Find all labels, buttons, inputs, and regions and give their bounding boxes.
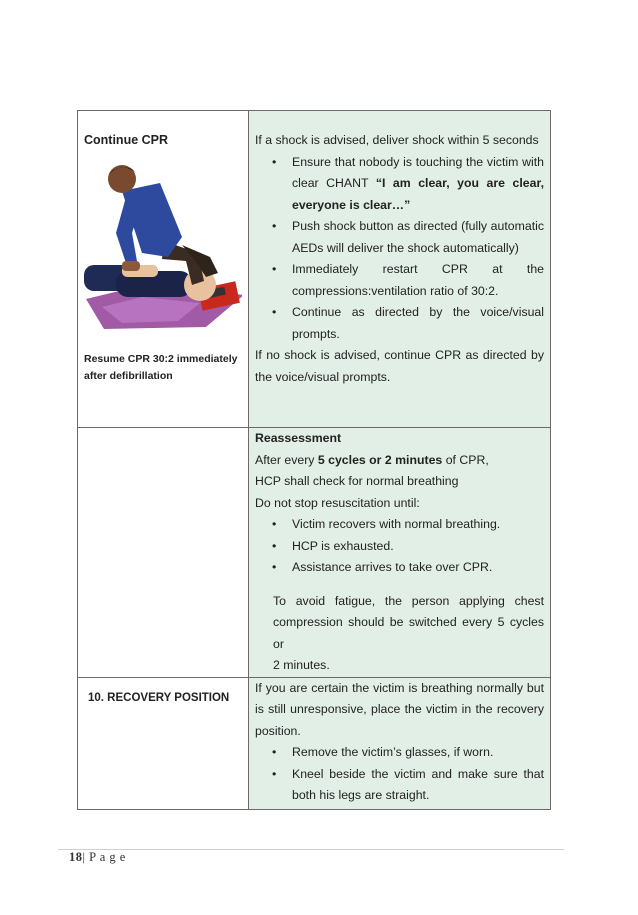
fatigue-note: To avoid fatigue, the person applying chest compression should be switched every 5 cycles or 2 minutes. <box>273 593 544 672</box>
reassessment-instructions: Reassessment After every 5 cycles or 2 minutes of CPR, HCP shall check for normal breathing Do not stop resuscitation until: • Victim recovers with normal breathing. • HCP is exhausted. • Assistance arrives to take over CPR. To avoid fatigue, the person applying chest compression should be switched every 5 cycles or 2 minutes. <box>249 428 550 677</box>
table-row <box>78 677 551 809</box>
page-number: 18 <box>69 850 83 864</box>
photo-rescuer-hands <box>122 261 140 271</box>
reassessment-heading: Reassessment <box>255 431 342 445</box>
page-label: | P a g e <box>82 850 126 864</box>
shock-instructions-cell <box>249 111 551 428</box>
list-item: • Ensure that nobody is touching the victim with clear CHANT “I am clear, you are clear, everyone is clear…” <box>292 152 544 217</box>
recovery-instructions: If you are certain the victim is breathing normally but is still unresponsive, place the victim in the recovery position. • Remove the victim’s glasses, if worn. • Kneel beside the victim and make sure that both his legs are straight. <box>249 678 550 807</box>
recovery-instructions-cell <box>249 677 551 809</box>
list-item: • Push shock button as directed (fully automatic AEDs will deliver the shock automatically) <box>292 216 544 259</box>
list-item: • Victim recovers with normal breathing. <box>292 514 544 536</box>
page-footer <box>69 850 126 865</box>
shock-bullet-list <box>255 152 544 346</box>
cpr-caption: Resume CPR 30:2 immediately after defibrillation <box>84 353 238 382</box>
continue-cpr-cell <box>78 111 249 428</box>
recovery-position-title: 10. RECOVERY POSITION <box>88 691 230 704</box>
shock-intro: If a shock is advised, deliver shock within 5 seconds <box>255 133 539 147</box>
list-item: • HCP is exhausted. <box>292 536 544 558</box>
cpr-photo <box>82 161 242 333</box>
stop-conditions-list <box>255 514 544 579</box>
recovery-bullet-list <box>255 742 544 807</box>
recovery-position-cell <box>78 677 249 809</box>
list-item: • Immediately restart CPR at the compressions:ventilation ratio of 30:2. <box>292 259 544 302</box>
footer-divider <box>58 849 564 850</box>
list-item: • Kneel beside the victim and make sure that both his legs are straight. <box>292 764 544 807</box>
cpr-table <box>77 110 551 810</box>
table-row <box>78 428 551 678</box>
empty-left-cell <box>78 428 249 678</box>
list-item: • Continue as directed by the voice/visual prompts. <box>292 302 544 345</box>
list-item: • Remove the victim’s glasses, if worn. <box>292 742 544 764</box>
list-item: • Assistance arrives to take over CPR. <box>292 557 544 579</box>
table-row <box>78 111 551 428</box>
reassessment-cell <box>249 428 551 678</box>
shock-instructions: If a shock is advised, deliver shock within 5 seconds • Ensure that nobody is touching the victim with clear CHANT “I am clear, you are clear, everyone is clear…” • Push shock button as directed (fully automatic AEDs will deliver the shock automatically) • Immediately restart CPR at the compressions:ventilation ratio of 30:2. • Continue as directed by the voice/visual prompts. If no shock is advised, continue CPR as directed by the voice/visual prompts. <box>249 111 550 388</box>
continue-cpr-title: Continue CPR <box>84 133 169 147</box>
